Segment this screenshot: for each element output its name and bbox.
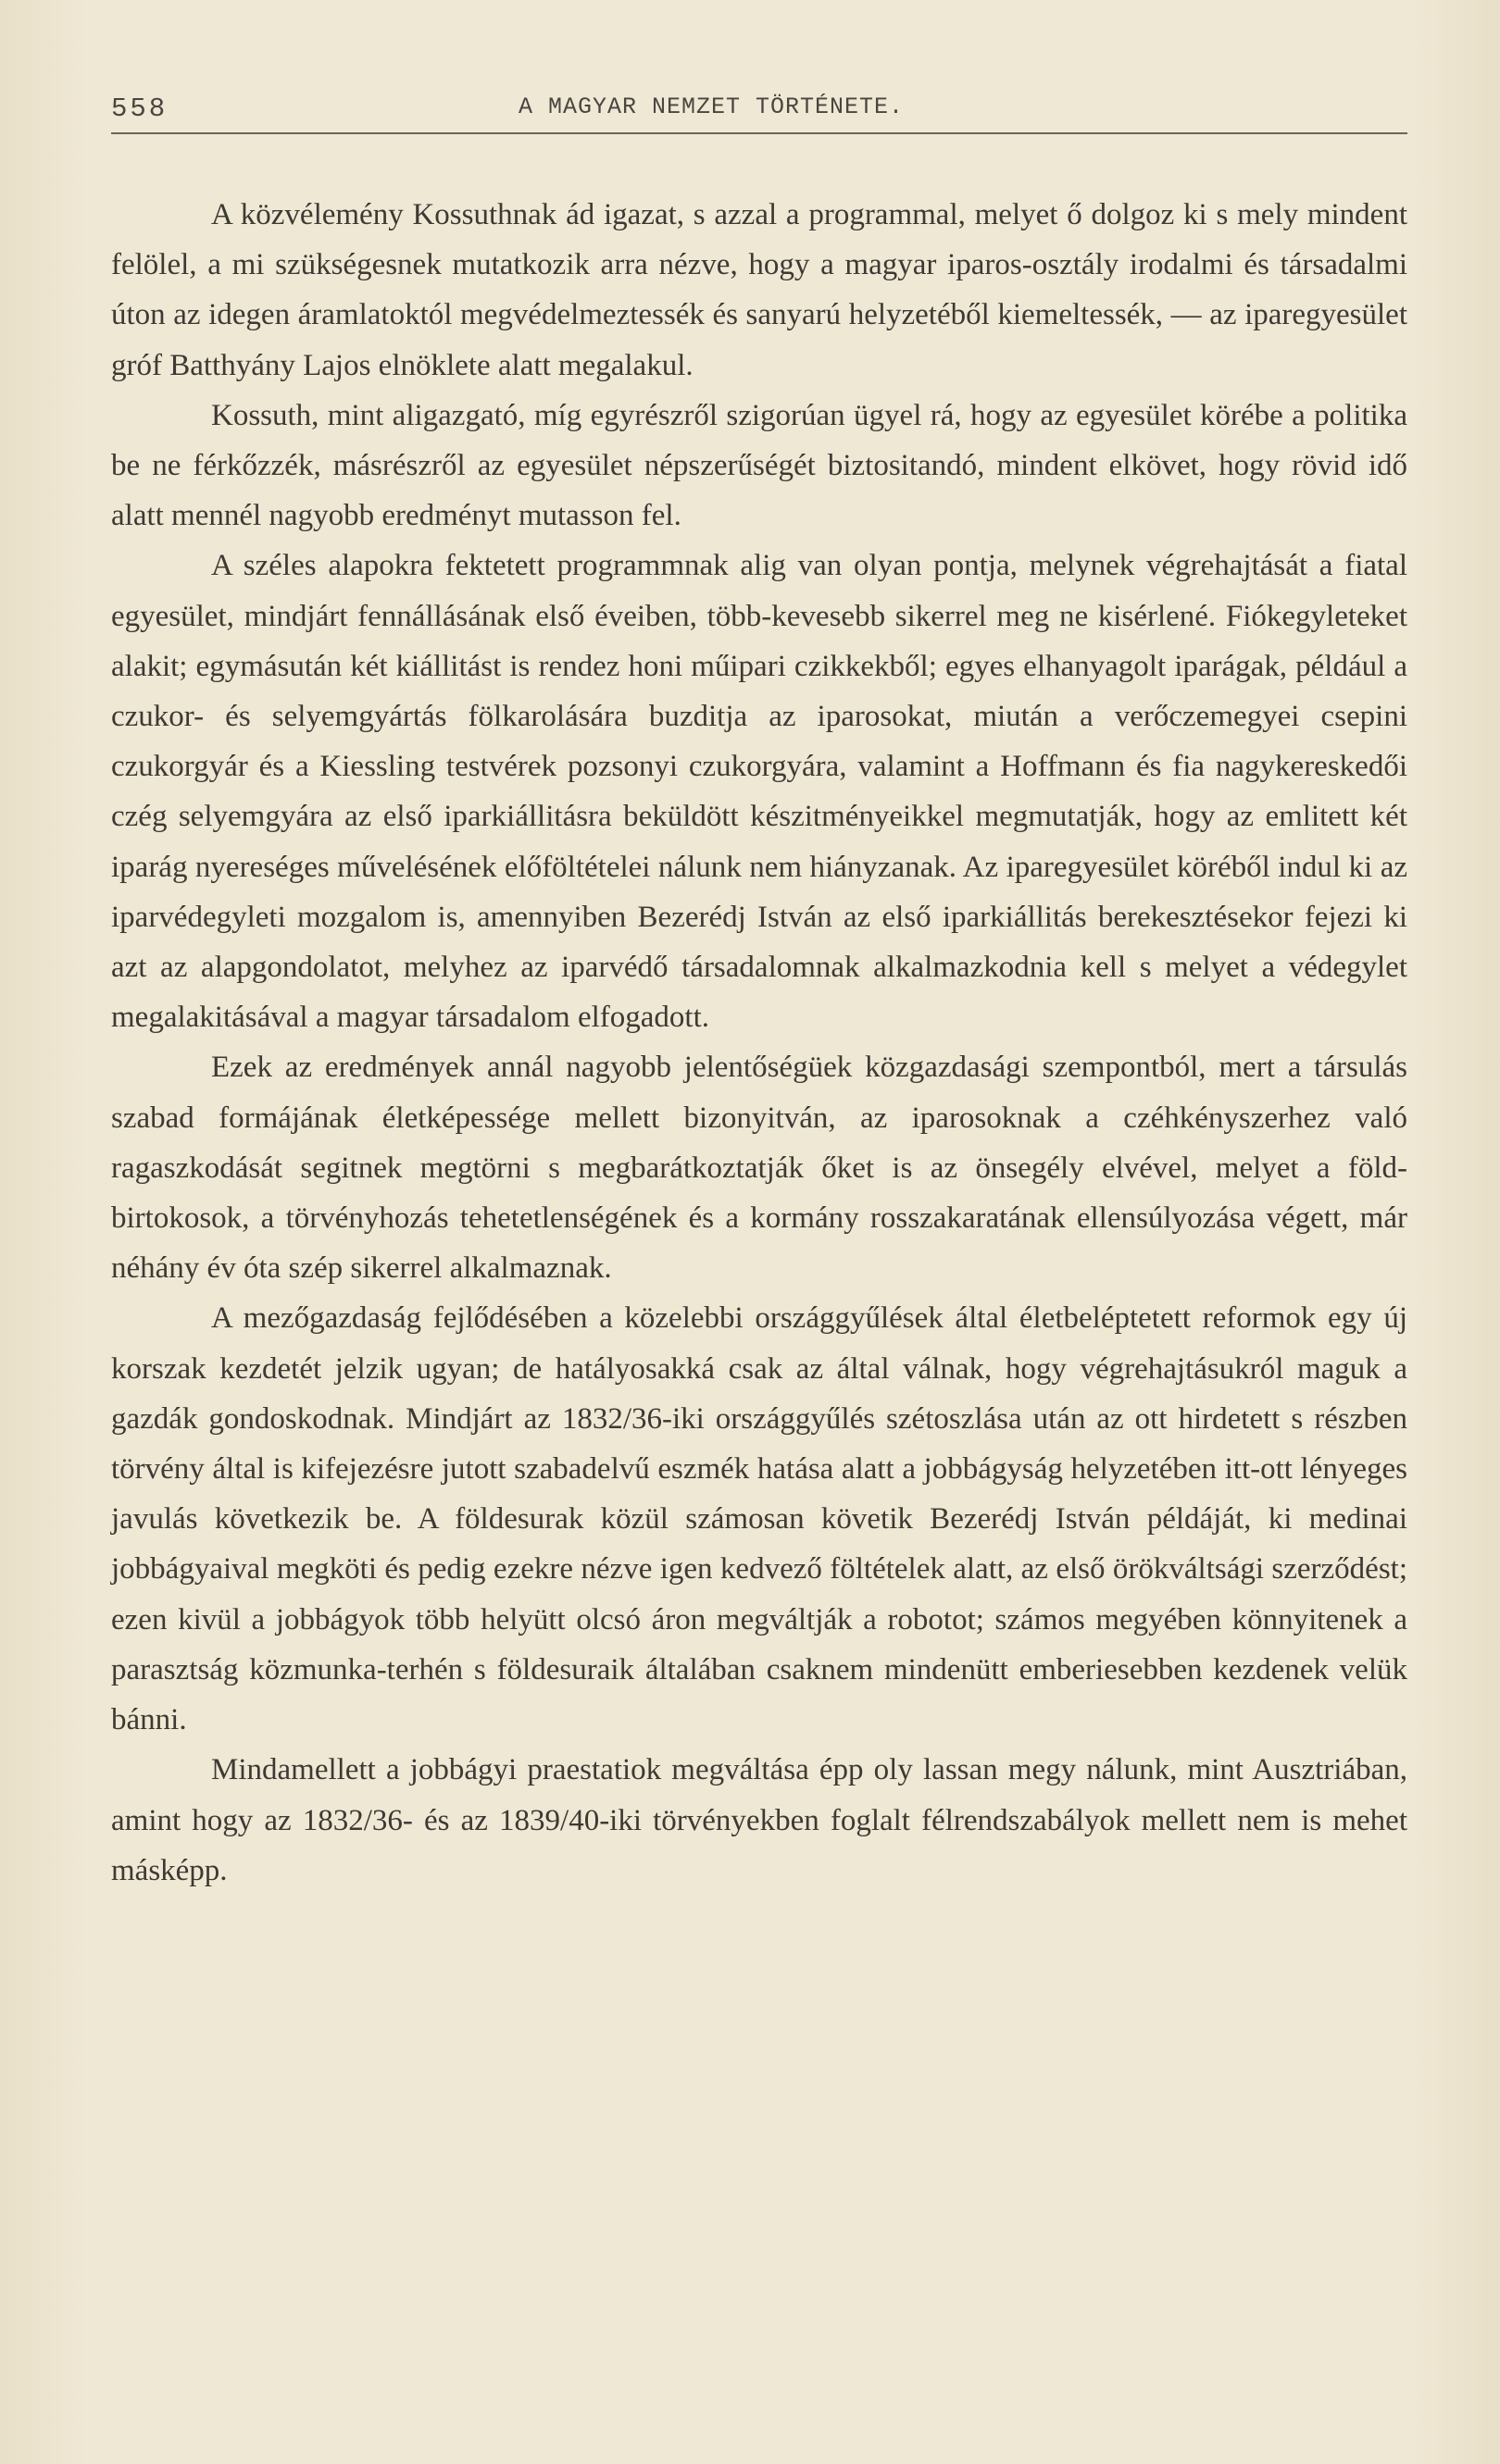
paragraph: Mindamellett a jobbágyi praestatiok megváltása épp oly lassan megy nálunk, mint Ausztriában, amint hogy az 1832/36- és az 1839/40-iki törvényekben foglalt félrendszabályok mellett nem is mehet másképp. (111, 1753, 1407, 1887)
page-number: 558 (111, 93, 169, 124)
paragraph: Kossuth, mint aligazgató, míg egyrészről szigorúan ügyel rá, hogy az egyesület körébe a politika be ne férkőzzék, másrészről az egyesület népszerűségét biztositandó, mindent elkövet, hogy rövid idő alatt mennél nagyobb eredményt mutasson fel. (111, 398, 1407, 533)
paragraph: Ezek az eredmények annál nagyobb jelentőségüek közgazdasági szempontból, mert a társulás szabad formájának életképessége mellett bizonyitván, az iparosoknak a czéhkényszerhez való ragaszkodását segitnek megtörni s megbarátkoztatják őket is az önsegély elvével, melyet a földbirtokosok, a törvényhozás tehetetlenségének és a kormány rosszakaratának ellensúlyozása végett, már néhány év óta szép sikerrel alkalmaznak. (111, 1051, 1407, 1286)
paragraph: A mezőgazdaság fejlődésében a közelebbi országgyűlések által életbeléptetett reformok egy új korszak kezdetét jelzik ugyan; de hatályosakká csak az által válnak, hogy végrehajtásukról maguk a gazdák gondoskodnak. Mindjárt az 1832/36-iki országgyűlés szétoszlása után az ott hirdetett s részben törvény által is kifejezésre jutott szabadelvű eszmék hatása alatt a jobbágyság helyzetében itt-ott lényeges javulás következik be. A földesurak közül számosan követik Bezerédj István példáját, ki medinai jobbágyaival megköti és pedig ezekre nézve igen kedvező föltételek alatt, az első örökváltsági szerződést; ezen kivül a jobbágyok több helyütt olcsó áron megváltják a robotot; számos megyében könnyitenek a parasztság közmunka-terhén s földesuraik általában csaknem mindenütt emberiesebben kezdenek velük bánni. (111, 1301, 1407, 1737)
running-header (111, 88, 1407, 134)
body-text (111, 190, 1407, 1896)
paragraph: A széles alapokra fektetett programmnak alig van olyan pontja, melynek végrehajtását a fiatal egyesület, mindjárt fennállásának első éveiben, több-kevesebb sikerrel meg ne kisérlené. Fiókegyleteket alakit; egymásután két kiállitást is rendez honi műipari czikkekből; egyes elhanyagolt iparágak, például a czukor- és selyemgyártás fölkarolására buzditja az iparosokat, miután a verőczemegyei csepini czukorgyár és a Kiessling testvérek pozsonyi czukorgyára, valamint a Hoffmann és fia nagykereskedői czég selyemgyára az első iparkiállitásra beküldött készitményeikkel megmutatják, hogy az emlitett két iparág nyereséges művelésének előföltételei nálunk nem hiányzanak. Az iparegyesület köréből indul ki az iparvédegyleti mozgalom is, amennyiben Bezerédj István az első iparkiállitás berekesztésekor fejezi ki azt az alapgondolatot, melyhez az iparvédő társadalomnak alkalmazkodnia kell s melyet a védegylet megalakitásával a magyar társadalom elfogadott. (111, 549, 1407, 1035)
running-title: A MAGYAR NEMZET TÖRTÉNETE. (519, 93, 905, 120)
paragraph: A közvélemény Kossuthnak ád igazat, s azzal a programmal, melyet ő dolgoz ki s mely mindent felölel, a mi szükségesnek mutatkozik arra nézve, hogy a magyar iparos-osztály irodalmi és társadalmi úton az idegen áramlatoktól megvédelmeztessék és sanyarú helyzetéből kiemeltessék, — az iparegyesület gróf Batthyány Lajos elnöklete alatt megalakul. (111, 198, 1407, 382)
header-rule (111, 132, 1407, 134)
